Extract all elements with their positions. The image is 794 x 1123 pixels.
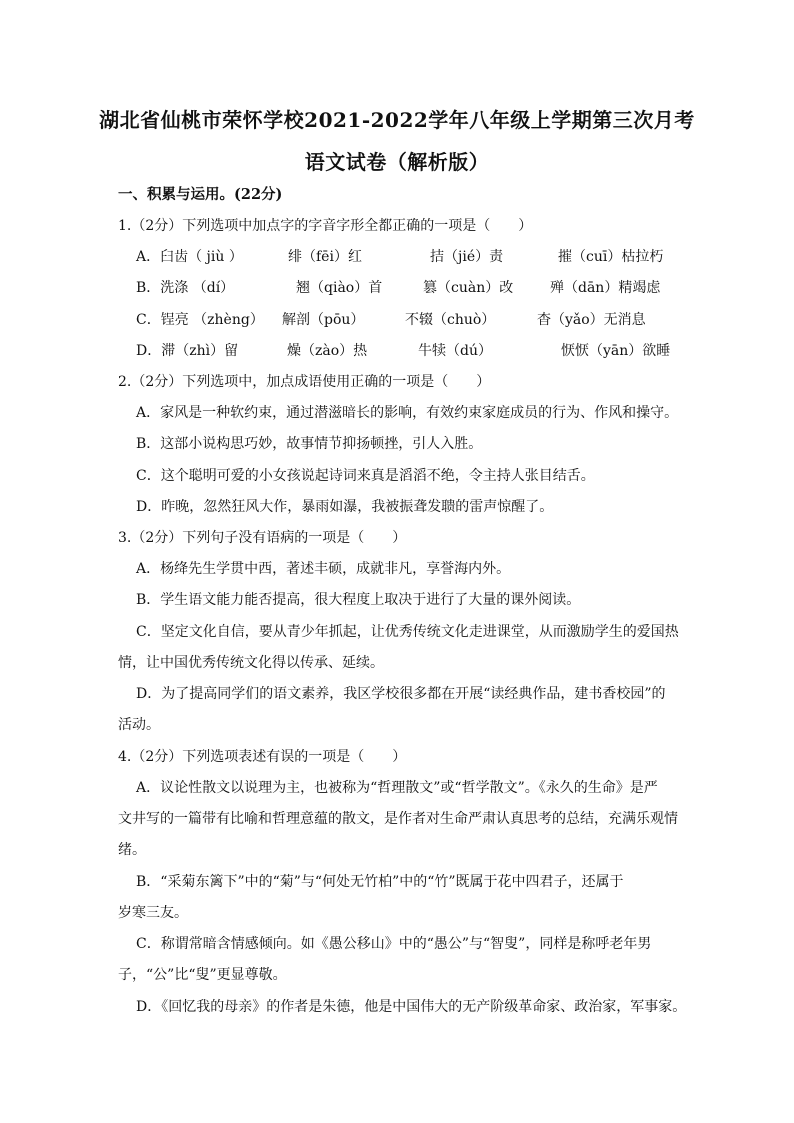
- q1-option-b-item-2: 翘（qiào）首: [296, 280, 383, 296]
- question-4-stem: 4.（2分）下列选项表述有误的一项是（ ）: [118, 749, 407, 765]
- q3-option-c-line-1: C．坚定文化自信，要从青少年抓起，让优秀传统文化走进课堂，从而激励学生的爱国热: [136, 624, 679, 640]
- q1-option-b-item-1: B．洗涤 （dí）: [136, 280, 235, 296]
- q2-option-a: A．家风是一种软约束，通过潜滋暗长的影响，有效约束家庭成员的行为、作风和操守。: [136, 405, 679, 421]
- q1-option-a-item-4: 摧（cuī）枯拉朽: [558, 249, 664, 265]
- question-1-stem: 1.（2分）下列选项中加点字的字音字形全都正确的一项是（ ）: [118, 218, 533, 234]
- q4-option-a-line-3: 绪。: [118, 842, 146, 858]
- q1-option-b-item-3: 篡（cuàn）改: [423, 280, 514, 296]
- q3-option-b: B．学生语文能力能否提高，很大程度上取决于进行了大量的课外阅读。: [136, 592, 581, 608]
- q1-option-d-item-2: 燥（zào）热: [287, 343, 368, 359]
- q4-option-c-line-2: 子，“公”比“叟”更显尊敬。: [118, 967, 287, 983]
- q4-option-b-line-1: B．“采菊东篱下”中的“菊”与“何处无竹柏”中的“竹”既属于花中四君子，还属于: [136, 874, 624, 890]
- q1-option-c-item-2: 解剖（pōu）: [282, 312, 365, 328]
- exam-title: 湖北省仙桃市荣怀学校2021-2022学年八年级上学期第三次月考: [99, 108, 695, 132]
- q1-option-a-item-3: 拮（jié）责: [430, 249, 504, 265]
- exam-subtitle: 语文试卷（解析版）: [304, 150, 490, 174]
- question-2-stem: 2.（2分）下列选项中，加点成语使用正确的一项是（ ）: [118, 374, 491, 390]
- question-3-stem: 3.（2分）下列句子没有语病的一项是（ ）: [118, 530, 407, 546]
- q1-option-a-item-1: A．臼齿（ jiù ）: [136, 249, 243, 265]
- q3-option-d-line-1: D．为了提高同学们的语文素养，我区学校很多都在开展“读经典作品，建书香校园”的: [136, 686, 666, 702]
- q2-option-c: C．这个聪明可爱的小女孩说起诗词来真是滔滔不绝，令主持人张目结舌。: [136, 468, 595, 484]
- q1-option-d-item-1: D．滞（zhì）留: [136, 343, 239, 359]
- q1-option-c-item-3: 不辍（chuò）: [405, 312, 496, 328]
- q4-option-d: D．《回忆我的母亲》的作者是朱德，他是中国伟大的无产阶级革命家、政治家，军事家。: [136, 999, 687, 1015]
- q1-option-c-item-1: C．锃亮 （zhèng）: [136, 312, 264, 328]
- q2-option-d: D．昨晚，忽然狂风大作，暴雨如瀑，我被振聋发聩的雷声惊醒了。: [136, 499, 554, 515]
- q1-option-a-item-2: 绯（fēi）红: [288, 249, 362, 265]
- q1-option-c-item-4: 杳（yǎo）无消息: [537, 312, 646, 328]
- q4-option-b-line-2: 岁寒三友。: [118, 905, 188, 921]
- q4-option-a-line-1: A．议论性散文以说理为主，也被称为“哲理散文”或“哲学散文”。《永久的生命》是严: [136, 780, 658, 796]
- q1-option-d-item-3: 牛犊（dú）: [418, 343, 492, 359]
- q1-option-b-item-4: 殚（dān）精竭虑: [550, 280, 661, 296]
- section-heading: 一、积累与运用。(22分): [118, 186, 283, 203]
- q1-option-d-item-4: 恹恹（yān）欲睡: [561, 343, 671, 359]
- q3-option-a: A．杨绛先生学贯中西，著述丰硕，成就非凡，享誉海内外。: [136, 561, 511, 577]
- q4-option-c-line-1: C．称谓常暗含情感倾向。如《愚公移山》中的“愚公”与“智叟”，同样是称呼老年男: [136, 936, 652, 952]
- q4-option-a-line-2: 文井写的一篇带有比喻和哲理意蕴的散文，是作者对生命严肃认真思考的总结，充满乐观情: [118, 811, 678, 827]
- q3-option-c-line-2: 情，让中国优秀传统文化得以传承、延续。: [118, 655, 384, 671]
- q2-option-b: B．这部小说构思巧妙，故事情节抑扬顿挫，引人入胜。: [136, 436, 483, 452]
- q3-option-d-line-2: 活动。: [118, 717, 160, 733]
